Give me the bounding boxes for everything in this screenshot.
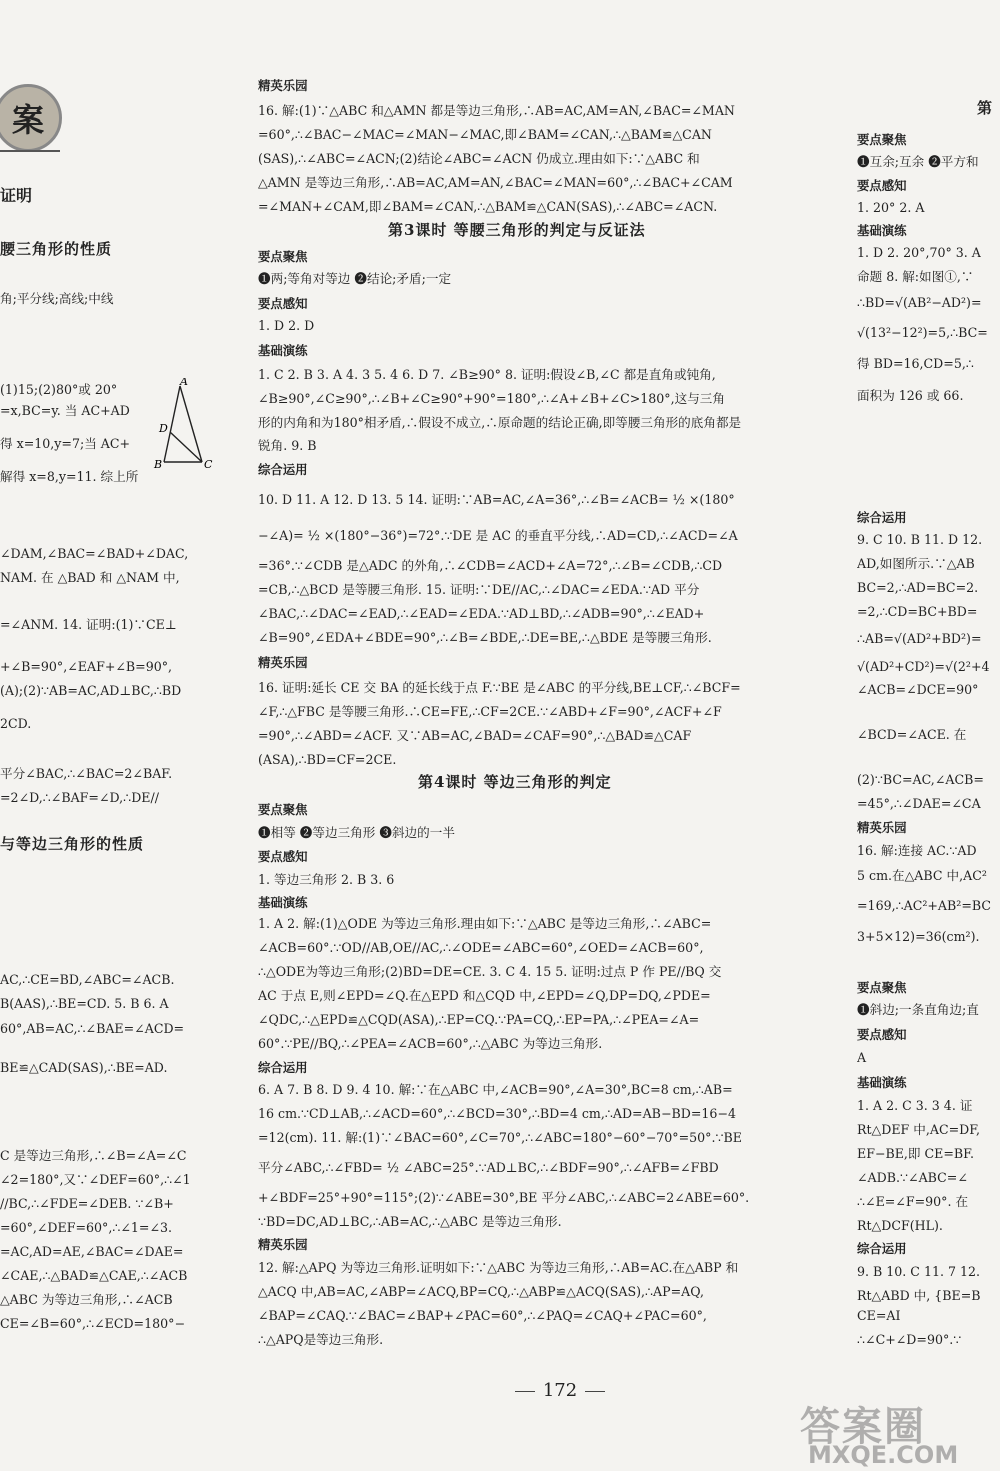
left-column-line: BE≌△CAD(SAS),∴BE=AD.	[0, 1060, 168, 1075]
right-column-line: 基础演练	[857, 1075, 907, 1090]
right-column-line: 16. 解:连接 AC.∵AD	[857, 843, 977, 858]
center-column-line: ∴△APQ是等边三角形.	[258, 1332, 384, 1347]
center-column-line: 精英乐园	[258, 1237, 308, 1252]
center-column-line: =60°,∴∠BAC−∠MAC=∠MAN−∠MAC,即∠BAM=∠CAN,∴△BAM≌△CAN	[258, 127, 712, 142]
center-column-line: 1. 等边三角形 2. B 3. 6	[258, 872, 395, 887]
badge-underline	[0, 150, 60, 152]
left-column-line: +∠B=90°,∠EAF+∠B=90°,	[0, 659, 173, 674]
center-column-line: 综合运用	[258, 462, 308, 477]
right-column-line: ∴AB=√(AD²+BD²)=	[857, 631, 982, 646]
answer-badge: 案	[0, 84, 62, 152]
center-column-line: 第3课时 等腰三角形的判定与反证法	[388, 221, 646, 239]
right-column-line: 要点感知	[857, 178, 907, 193]
center-column-line: ∠QDC,∴△EPD≌△CQD(ASA),∴EP=CQ.∵PA=CQ,∴EP=PA,∴∠PEA=∠A=	[258, 1012, 700, 1027]
center-column-line: ❶相等 ❷等边三角形 ❸斜边的一半	[258, 825, 455, 840]
right-column-line: ∠ACB=∠DCE=90°	[857, 682, 979, 697]
left-column-line: =∠ANM. 14. 证明:(1)∵CE⊥	[0, 617, 177, 632]
label-b: B	[154, 458, 163, 471]
right-column-line: CE=AI	[857, 1308, 901, 1323]
page-number: 172	[500, 1380, 620, 1401]
left-column-line: //BC,∴∠FDE=∠DEB. ∵∠B+	[0, 1196, 174, 1211]
left-column-line: 角;平分线;高线;中线	[0, 291, 114, 306]
center-column-line: 基础演练	[258, 343, 308, 358]
right-column-line: ∠ADB.∵∠ABC=∠	[857, 1170, 968, 1185]
center-column-line: △ACQ 中,AB=AC,∠ABP=∠ACQ,BP=CQ,∴△ABP≌△ACQ(SAS),∴AP=AQ,	[258, 1284, 704, 1299]
right-column-line: 要点聚焦	[857, 132, 907, 147]
center-column-line: 综合运用	[258, 1060, 308, 1075]
center-column-line: 形的内角和为180°相矛盾,∴假设不成立,∴原命题的结论正确,即等腰三角形的底角都是	[258, 415, 742, 430]
center-column-line: 60°.∵PE//BQ,∴∠PEA=∠ACB=60°,∴△ABC 为等边三角形.	[258, 1036, 603, 1051]
center-column-line: 要点感知	[258, 296, 308, 311]
center-column-line: 要点感知	[258, 849, 308, 864]
right-column-line: ❶互余;互余 ❷平方和	[857, 154, 979, 169]
left-column-line: B(AAS),∴BE=CD. 5. B 6. A	[0, 996, 169, 1011]
left-column-line: 得 x=10,y=7;当 AC+	[0, 436, 131, 451]
left-column-line: =2∠D,∴∠BAF=∠D,∴DE//	[0, 790, 159, 805]
right-column-line: A	[857, 1050, 867, 1065]
left-column-line: (1)15;(2)80°或 20°	[0, 382, 118, 397]
center-column-line: ∠B≥90°,∠C≥90°,∴∠B+∠C≥90°+90°=180°,∴∠A+∠B+∠C>180°,这与三角	[258, 391, 725, 406]
center-column-line: +∠BDF=25°+90°=115°;(2)∵∠ABE=30°,BE 平分∠ABC,∴∠ABC=2∠ABE=60°.	[258, 1190, 750, 1205]
right-column-line: Rt△DCF(HL).	[857, 1218, 943, 1233]
center-column-line: 要点聚焦	[258, 802, 308, 817]
left-column-line: △ABC 为等边三角形,∴∠ACB	[0, 1292, 173, 1307]
right-column-line: ∴BD=√(AB²−AD²)=	[857, 295, 982, 310]
center-column-line: 第4课时 等边三角形的判定	[418, 773, 612, 791]
right-column-line: 要点聚焦	[857, 980, 907, 995]
left-column-line: =AC,AD=AE,∠BAC=∠DAE=	[0, 1244, 184, 1259]
center-column-line: =CB,∴△BCD 是等腰三角形. 15. 证明:∵DE//AC,∴∠DAC=∠EDA.∵AD 平分	[258, 582, 700, 597]
center-column-line: 12. 解:△APQ 为等边三角形.证明如下:∵△ABC 为等边三角形,∴AB=AC.在△ABP 和	[258, 1260, 739, 1275]
left-column-line: 证明	[0, 186, 33, 205]
right-column-line: 要点感知	[857, 1027, 907, 1042]
center-column-line: ∠ACB=60°.∵OD//AB,OE//AC,∴∠ODE=∠ABC=60°,∠OED=∠ACB=60°,	[258, 940, 704, 955]
right-column-line: 1. A 2. C 3. 3 4. 证	[857, 1098, 973, 1113]
right-column-line: ❶斜边;一条直角边;直	[857, 1002, 979, 1017]
label-d: D	[159, 422, 168, 435]
center-column-line: −∠A)= ½ ×(180°−36°)=72°.∵DE 是 AC 的垂直平分线,∴AD=CD,∴∠ACD=∠A	[258, 528, 738, 543]
center-column-line: ∠BAP=∠CAQ.∵∠BAC=∠BAP+∠PAC=60°,∴∠PAQ=∠CAQ+∠PAC=60°,	[258, 1308, 707, 1323]
center-column-line: 6. A 7. B 8. D 9. 4 10. 解:∵在△ABC 中,∠ACB=90°,∠A=30°,BC=8 cm,∴AB=	[258, 1082, 733, 1097]
right-column-line: 9. B 10. C 11. 7 12.	[857, 1264, 981, 1279]
left-column-line: (A);(2)∵AB=AC,AD⊥BC,∴BD	[0, 683, 182, 698]
left-column-line: AC,∴CE=BD,∠ABC=∠ACB.	[0, 972, 175, 987]
left-column-line: ∠CAE,∴△BAD≌△CAE,∴∠ACB	[0, 1268, 188, 1283]
right-column-line: 1. D 2. 20°,70° 3. A	[857, 245, 981, 260]
right-column-line: 得 BD=16,CD=5,∴	[857, 356, 974, 371]
watermark-logo	[760, 1395, 1000, 1471]
right-column-line: 综合运用	[857, 510, 907, 525]
left-column-line: 60°,AB=AC,∴∠BAE=∠ACD=	[0, 1021, 185, 1036]
center-column-line: =36°.∵∠CDB 是△ADC 的外角,∴∠CDB=∠ACD+∠A=72°,∴∠B=∠CDB,∴CD	[258, 558, 723, 573]
right-column-line: =169,∴AC²+AB²=BC	[857, 898, 992, 913]
left-column-line: ∠DAM,∠BAC=∠BAD+∠DAC,	[0, 546, 189, 561]
right-column-line: 9. C 10. B 11. D 12.	[857, 532, 983, 547]
center-column-line: =∠MAN+∠CAM,即∠BAM=∠CAN,∴△BAM≌△CAN(SAS),∴∠ABC=∠ACN.	[258, 199, 718, 214]
triangle-figure	[150, 378, 215, 478]
right-column-line: ∴∠E=∠F=90°. 在	[857, 1194, 969, 1209]
center-column-line: 16. 证明:延长 CE 交 BA 的延长线于点 F.∵BE 是∠ABC 的平分线,BE⊥CF,∴∠BCF=	[258, 680, 741, 695]
center-column-line: 要点聚焦	[258, 249, 308, 264]
left-column-line: C 是等边三角形,∴∠B=∠A=∠C	[0, 1148, 187, 1163]
right-column-line: 3+5×12)=36(cm²).	[857, 929, 980, 944]
center-column-line: 平分∠ABC,∴∠FBD= ½ ∠ABC=25°.∵AD⊥BC,∴∠BDF=90°,∴∠AFB=∠FBD	[258, 1160, 719, 1175]
label-a: A	[180, 378, 188, 388]
left-column-line: =x,BC=y. 当 AC+AD	[0, 403, 130, 418]
center-column-line: ∠BAC,∴∠DAC=∠EAD,∴∠EAD=∠EDA.∵AD⊥BD,∴∠ADB=90°,∴∠EAD+	[258, 606, 705, 621]
right-column-line: BC=2,∴AD=BC=2.	[857, 580, 979, 595]
label-c: C	[204, 458, 213, 471]
center-column-line: ∵BD=DC,AD⊥BC,∴AB=AC,∴△ABC 是等边三角形.	[258, 1214, 562, 1229]
right-column-line: √(13²−12²)=5,∴BC=	[857, 325, 988, 340]
right-column-line: 面积为 126 或 66.	[857, 388, 964, 403]
center-column-line: =90°,∴∠ABD=∠ACF. 又∵AB=AC,∠BAD=∠CAF=90°,∴△BAD≌△CAF	[258, 728, 692, 743]
right-column-line: AD,如图所示.∵△AB	[857, 556, 975, 571]
watermark-url: MXQE.COM	[808, 1441, 959, 1469]
left-column-line: 与等边三角形的性质	[0, 835, 145, 853]
center-column-line: ❶两;等角对等边 ❷结论;矛盾;一定	[258, 271, 452, 286]
left-column	[0, 0, 205, 1471]
center-column-line: AC 于点 E,则∠EPD=∠Q.在△EPD 和△CQD 中,∠EPD=∠Q,DP=DQ,∠PDE=	[258, 988, 711, 1003]
right-column-line: 第	[977, 99, 994, 117]
right-column-line: 基础演练	[857, 223, 907, 238]
left-column-line: 解得 x=8,y=11. 综上所	[0, 469, 139, 484]
right-column-line: 综合运用	[857, 1241, 907, 1256]
center-column-line: △AMN 是等边三角形,∴AB=AC,AM=AN,∠BAC=∠MAN=60°,∴∠BAC+∠CAM	[258, 175, 733, 190]
center-column-line: ∠B=90°,∠EDA+∠BDE=90°,∴∠B=∠BDE,∴DE=BE,∴△BDE 是等腰三角形.	[258, 630, 712, 645]
right-column-line: 1. 20° 2. A	[857, 200, 925, 215]
right-column-line: EF−BE,即 CE=BF.	[857, 1146, 974, 1161]
left-column-line: 平分∠BAC,∴∠BAC=2∠BAF.	[0, 766, 173, 781]
center-column-line: 16. 解:(1)∵△ABC 和△AMN 都是等边三角形,∴AB=AC,AM=AN,∠BAC=∠MAN	[258, 103, 735, 118]
center-column-line: 1. A 2. 解:(1)△ODE 为等边三角形.理由如下:∵△ABC 是等边三角形,∴∠ABC=	[258, 916, 712, 931]
right-column-line: Rt△ABD 中, {BE=B	[857, 1288, 981, 1303]
right-column-line: Rt△DEF 中,AC=DF,	[857, 1122, 981, 1137]
center-column-line: (ASA),∴BD=CF=2CE.	[258, 752, 397, 767]
right-column-line: =45°,∴∠DAE=∠CA	[857, 796, 981, 811]
right-column-line: ∴∠C+∠D=90°.∵	[857, 1332, 962, 1347]
right-column-line: √(AD²+CD²)=√(2²+4	[857, 659, 990, 674]
center-column-line: 锐角. 9. B	[258, 438, 317, 453]
left-column-line: 2CD.	[0, 716, 32, 731]
center-column-line: 1. D 2. D	[258, 318, 315, 333]
watermark-text: 答案圈	[800, 1404, 926, 1450]
center-column-line: 精英乐园	[258, 655, 308, 670]
center-column-line: 1. C 2. B 3. A 4. 3 5. 4 6. D 7. ∠B≥90° 8. 证明:假设∠B,∠C 都是直角或钝角,	[258, 367, 716, 382]
left-column-line: CE=∠B=60°,∴∠ECD=180°−	[0, 1316, 185, 1331]
center-column-line: ∴△ODE为等边三角形;(2)BD=DE=CE. 3. C 4. 15 5. 证明:过点 P 作 PE//BQ 交	[258, 964, 722, 979]
right-column-line: 精英乐园	[857, 820, 907, 835]
left-column-line: 腰三角形的性质	[0, 240, 113, 258]
left-column-line: ∠2=180°,又∵∠DEF=60°,∴∠1	[0, 1172, 191, 1187]
left-column-line: =60°,∠DEF=60°,∴∠1=∠3.	[0, 1220, 173, 1235]
center-column-line: =12(cm). 11. 解:(1)∵∠BAC=60°,∠C=70°,∴∠ABC=180°−60°−70°=50°.∵BE	[258, 1130, 742, 1145]
right-column-line: =2,∴CD=BC+BD=	[857, 604, 978, 619]
right-column-line: (2)∵BC=AC,∠ACB=	[857, 772, 984, 787]
right-column-line: 命题 8. 解:如图①,∵	[857, 269, 974, 284]
right-column-line: ∠BCD=∠ACE. 在	[857, 727, 967, 742]
right-column	[857, 0, 1000, 1471]
center-column-line: (SAS),∴∠ABC=∠ACN;(2)结论∠ABC=∠ACN 仍成立.理由如下:∵△ABC 和	[258, 151, 700, 166]
center-column-line: ∠F,∴△FBC 是等腰三角形.∴CE=FE,∴CF=2CE.∵∠ABD+∠F=90°,∠ACF+∠F	[258, 704, 722, 719]
center-column-line: 精英乐园	[258, 78, 308, 93]
center-column-line: 基础演练	[258, 895, 308, 910]
center-column	[258, 0, 816, 1471]
right-column-line: 5 cm.在△ABC 中,AC²	[857, 868, 987, 883]
left-column-line: NAM. 在 △BAD 和 △NAM 中,	[0, 570, 180, 585]
center-column-line: 10. D 11. A 12. D 13. 5 14. 证明:∵AB=AC,∠A=36°,∴∠B=∠ACB= ½ ×(180°	[258, 492, 735, 507]
center-column-line: 16 cm.∵CD⊥AB,∴∠ACD=60°,∴∠BCD=30°,∴BD=4 cm,∴AD=AB−BD=16−4	[258, 1106, 736, 1121]
